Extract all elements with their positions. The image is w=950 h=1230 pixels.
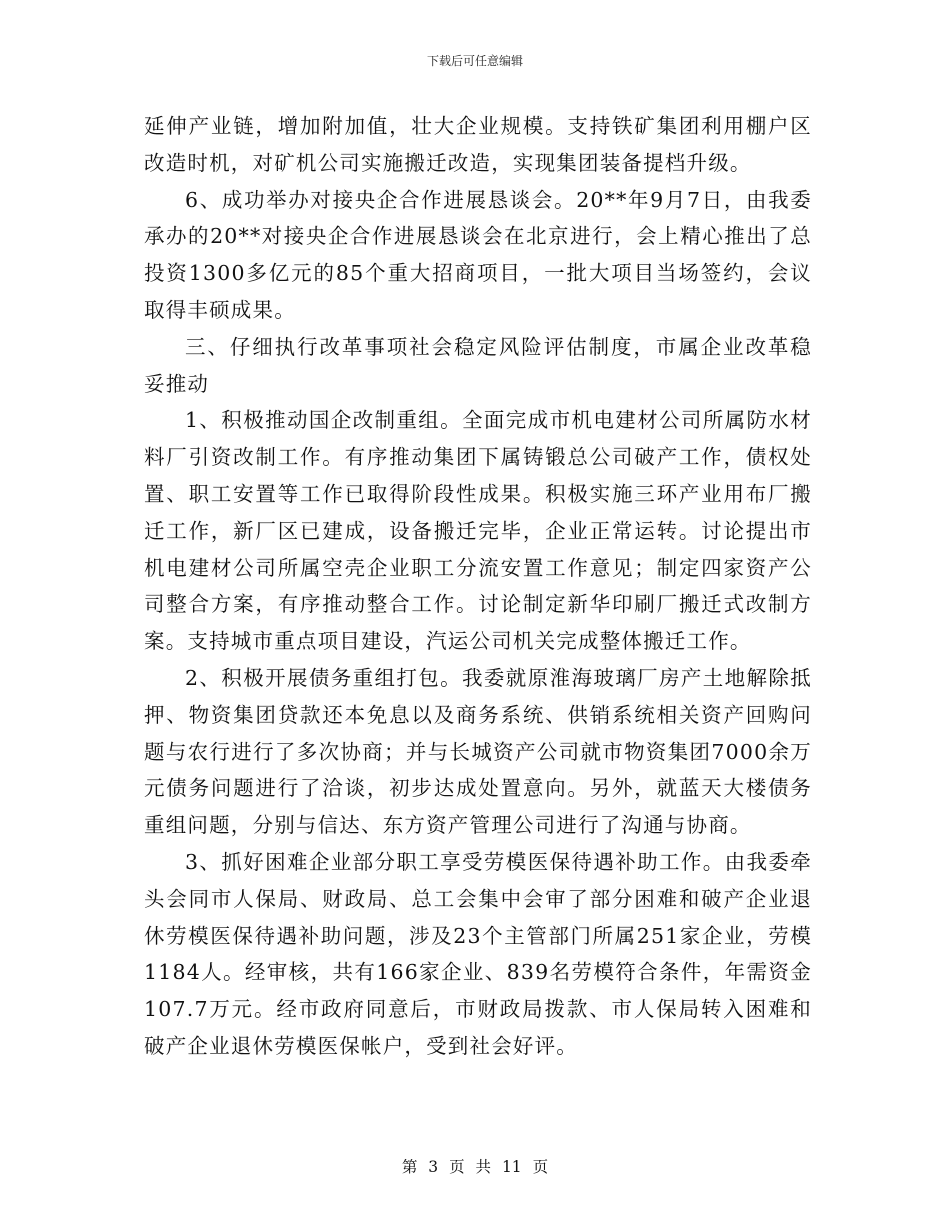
paragraph-item-2: 2、积极开展债务重组打包。我委就原淮海玻璃厂房产土地解除抵押、物资集团贷款还本免息以及商务系统、供销系统相关资产回购问题与农行进行了多次协商；并与长城资产公司就市物资集团7000余万元债务问题进行了洽谈，初步达成处置意向。另外，就蓝天大楼债务重组问题，分别与信达、东方资产管理公司进行了沟通与协商。 [144,665,812,838]
paragraph-item-3: 3、抓好困难企业部分职工享受劳模医保待遇补助工作。由我委牵头会同市人保局、财政局、总工会集中会审了部分困难和破产企业退休劳模医保待遇补助问题，涉及23个主管部门所属251家企业，劳模1184人。经审核，共有166家企业、839名劳模符合条件，年需资金107.7万元。经市政府同意后，市财政局拨款、市人保局转入困难和破产企业退休劳模医保帐户，受到社会好评。 [144,849,812,1058]
paragraph-item-1: 1、积极推动国企改制重组。全面完成市机电建材公司所属防水材料厂引资改制工作。有序推动集团下属铸锻总公司破产工作，债权处置、职工安置等工作已取得阶段性成果。积极实施三环产业用布厂搬迁工作，新厂区已建成，设备搬迁完毕，企业正常运转。讨论提出市机电建材公司所属空壳企业职工分流安置工作意见；制定四家资产公司整合方案，有序推动整合工作。讨论制定新华印刷厂搬迁式改制方案。支持城市重点项目建设，汽运公司机关完成整体搬迁工作。 [144,408,812,654]
paragraph-continuation: 延伸产业链，增加附加值，壮大企业规模。支持铁矿集团利用棚户区改造时机，对矿机公司实施搬迁改造，实现集团装备提档升级。 [144,114,812,175]
section-heading-3: 三、仔细执行改革事项社会稳定风险评估制度，市属企业改革稳妥推动 [144,334,812,396]
paragraph-item-6: 6、成功举办对接央企合作进展恳谈会。20**年9月7日，由我委承办的20**对接央企合作进展恳谈会在北京进行，会上精心推出了总投资1300多亿元的85个重大招商项目，一批大项目当场签约，会议取得丰硕成果。 [144,187,812,322]
page-header: 下载后可任意编辑 [426,54,523,68]
page-footer: 第 3 页 共 11 页 [401,1158,549,1176]
document-body [144,108,812,1065]
